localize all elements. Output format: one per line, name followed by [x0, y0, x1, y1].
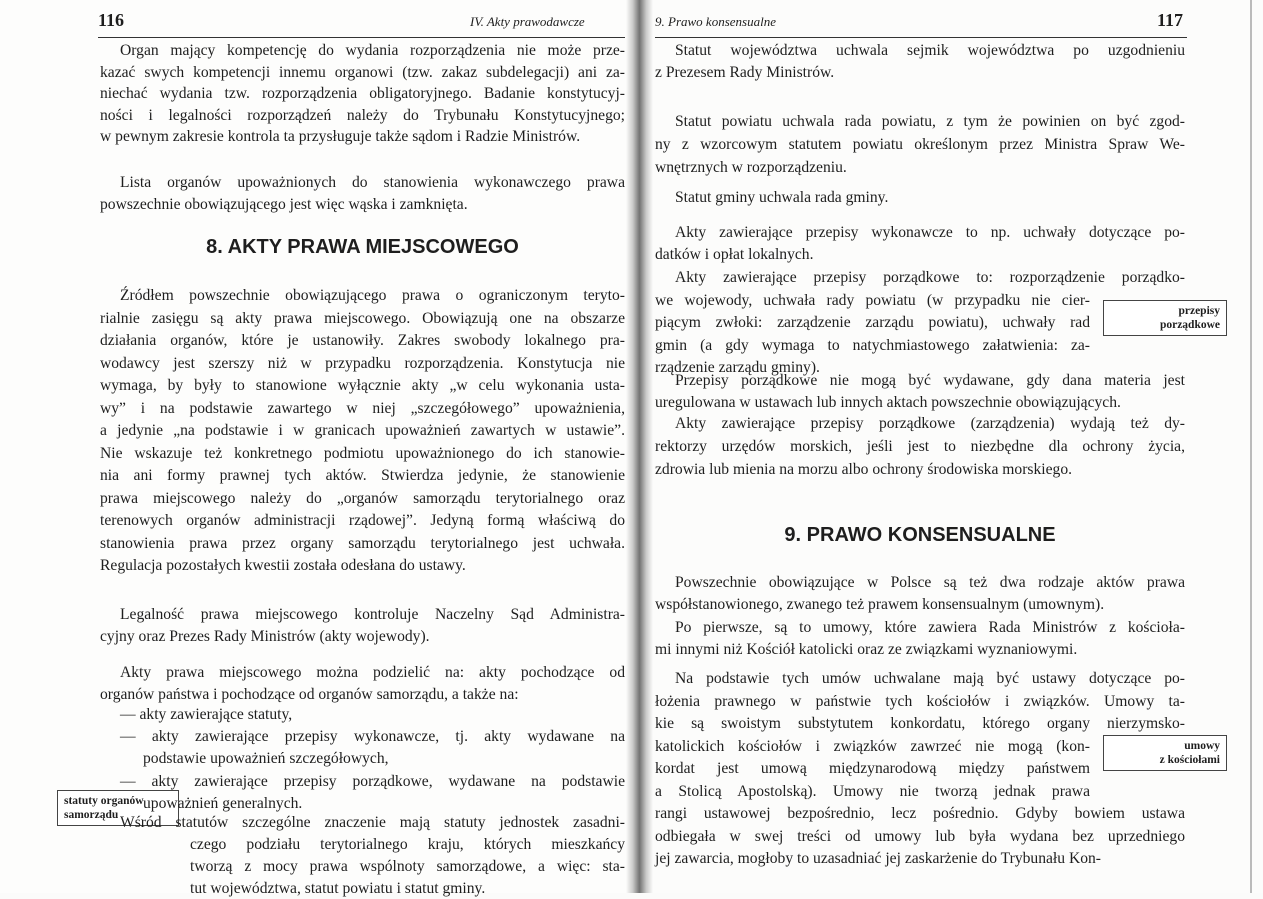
book-gutter-shadow: [626, 0, 653, 893]
text-line: rialnie zasięgu są akty prawa miejscowego. Obowiązują one na obszarze: [100, 309, 625, 327]
text-line: odbiegała w swej treści od umowy lub była wydana bez uprzedniego: [655, 827, 1185, 845]
text-line: zdrowia lub mienia na morzu albo ochrony środowiska morskiego.: [655, 461, 1073, 478]
running-head: 9. Prawo konsensualne: [655, 14, 776, 29]
margin-note-line: z kościołami: [1159, 754, 1220, 766]
text-line: mi innymi niż Kościół katolicki oraz ze związkami wyznaniowymi.: [655, 641, 1078, 658]
text-line: tut województwa, statut powiatu i statut gminy.: [190, 880, 486, 897]
text-line: piącym zwłoki: zarządzenie zarządu powiatu), uchwały rad: [655, 314, 1090, 331]
text-line: ny z wzorcowym statutem powiatu określonym przez Ministra Spraw We-: [655, 136, 1185, 153]
text-line: rektorzy urzędów morskich, jeśli jest to niezbędne dla ochrony życia,: [655, 438, 1185, 455]
text-line: Regulacja pozostałych kwestii została odesłana do ustawy.: [100, 557, 466, 574]
text-line: Akty zawierające przepisy porządkowe (zarządzenia) wydają też dy-: [675, 415, 1185, 432]
text-line: we wojewody, uchwała rady powiatu (w przypadku nie cier-: [655, 291, 1090, 309]
text-line: terenowych organów administracji rządowej”. Jedyną formą właściwą do: [100, 512, 625, 529]
text-line: Na podstawie tych umów uchwalane mają być ustawy dotyczące po-: [675, 670, 1185, 687]
margin-note: [1103, 735, 1227, 771]
margin-note-line: statuty organów: [64, 795, 144, 807]
text-line: powszechnie obowiązującego jest więc wąska i zamknięta.: [100, 196, 468, 213]
text-line: gmin (a gdy wymaga to natychmiastowego załatwienia: za-: [655, 336, 1090, 354]
text-line: Lista organów upoważnionych do stanowienia wykonawczego prawa: [120, 174, 625, 191]
text-line: rządzenie zarządu gminy).: [655, 359, 820, 376]
text-line: łożenia prawnego w państwie tych kościołów i związków. Umowy ta-: [655, 692, 1185, 710]
text-line: uregulowana w ustawach lub innych aktach powszechnie obowiązujących.: [655, 394, 1121, 411]
text-line: Wśród statutów szczególne znaczenie mają statuty jednostek zasadni-: [120, 814, 625, 831]
text-line: Legalność prawa miejscowego kontroluje Naczelny Sąd Administra-: [120, 606, 625, 623]
list-item-line: — akty zawierające statuty,: [120, 706, 293, 723]
text-line: działania organów, które je ustanowiły. Zakres swobody lokalnego pra-: [100, 332, 625, 349]
text-line: Akty prawa miejscowego można podzielić na: akty pochodzące od: [120, 664, 625, 681]
text-line: Akty zawierające przepisy wykonawcze to np. uchwały dotyczące po-: [675, 224, 1185, 241]
header-rule: [98, 37, 625, 38]
page-number: 117: [1157, 10, 1184, 30]
text-line: Akty zawierające przepisy porządkowe to: rozporządzenie porządko-: [675, 269, 1185, 286]
text-line: Statut powiatu uchwala rada powiatu, z tym że powinien on być zgod-: [675, 113, 1185, 130]
text-line: wnętrznych w rozporządzeniu.: [655, 159, 847, 176]
text-line: Statut gminy uchwala rada gminy.: [675, 189, 889, 206]
list-item-line: — akty zawierające przepisy porządkowe, wydawane na podstawie: [120, 772, 625, 790]
list-item-line: upoważnień generalnych.: [143, 794, 303, 812]
text-line: nia ani formy prawnej tych aktów. Stwierdza jedynie, że stanowienie: [100, 467, 625, 484]
margin-note-line: umowy: [1184, 740, 1220, 752]
text-line: w pewnym zakresie kontrola ta przysługuje także sądom i Radzie Ministrów.: [100, 128, 581, 145]
text-line: tworzą z mocy prawa wspólnoty samorządowe, a więc: sta-: [190, 858, 625, 875]
text-line: prawa miejscowego należy do „organów samorządu terytorialnego oraz: [100, 489, 625, 507]
text-line: katolickich kościołów i związków zawrzeć nie mogą (kon-: [655, 737, 1090, 755]
header-rule: [655, 37, 1187, 38]
text-line: wy” i na podstawie zawartego w niej „szczegółowego” upoważnienia,: [100, 399, 625, 417]
text-line: kie są swoistym substytutem konkordatu, którego organy nierzymsko-: [655, 715, 1185, 732]
list-item-line: — akty zawierające przepisy wykonawcze, tj. akty wydawane na: [120, 728, 625, 746]
text-line: współstanowionego, zwanego też prawem konsensualnym (umownym).: [655, 596, 1105, 613]
margin-note-line: samorządu: [64, 809, 119, 821]
text-line: Źródłem powszechnie obowiązującego prawa o ograniczonym teryto-: [120, 287, 625, 304]
text-line: organów państwa i pochodzące od organów samorządu, a także na:: [100, 686, 519, 703]
running-head: IV. Akty prawodawcze: [470, 14, 585, 29]
text-line: a jedynie „na podstawie i w granicach upoważnień zawartych w ustawie”.: [100, 422, 625, 439]
margin-note: [1103, 300, 1227, 336]
text-line: rangi ustawowej bezpośrednio, lecz pośrednio. Gdyby bowiem ustawa: [655, 805, 1185, 822]
text-line: a Stolicą Apostolską). Umowy nie tworzą jednak prawa: [655, 782, 1090, 800]
margin-note-line: przepisy: [1178, 305, 1220, 317]
text-line: Nie wskazuje też konkretnego podmiotu upoważnionego do ich stanowie-: [100, 444, 625, 462]
text-line: stanowienia prawa przez organy samorządu terytorialnego jest uchwała.: [100, 534, 625, 552]
text-line: czego podziału terytorialnego kraju, których mieszkańcy: [190, 836, 625, 853]
text-line: datków i opłat lokalnych.: [655, 246, 814, 263]
page-number: 116: [98, 10, 125, 30]
text-line: ności i legalności rozporządzeń należy do Trybunału Konstytucyjnego;: [100, 106, 625, 124]
section-heading: 8. AKTY PRAWA MIEJSCOWEGO: [206, 236, 519, 258]
text-line: Po pierwsze, są to umowy, które zawiera Rada Ministrów z kościoła-: [675, 619, 1185, 636]
text-line: wodawcy jest szerszy niż w przypadku rozporządzenia. Konstytucja nie: [100, 354, 625, 372]
margin-note-line: porządkowe: [1159, 319, 1220, 331]
text-line: z Prezesem Rady Ministrów.: [655, 64, 835, 81]
text-line: cyjny oraz Prezes Rady Ministrów (akty wojewody).: [100, 628, 430, 645]
text-line: niechać wydania tzw. rozporządzenia obligatoryjnego. Badanie konstytucyj-: [100, 85, 625, 102]
text-line: kazać swych kompetencji innemu organowi (tzw. zakaz subdelegacji) ani za-: [100, 63, 625, 81]
list-item-line: podstawie upoważnień szczegółowych,: [143, 750, 389, 768]
text-line: Przepisy porządkowe nie mogą być wydawane, gdy dana materia jest: [675, 372, 1185, 389]
right-page: [640, 0, 1263, 893]
text-line: Organ mający kompetencję do wydania rozporządzenia nie może prze-: [120, 42, 625, 59]
text-line: Powszechnie obowiązujące w Polsce są też dwa rodzaje aktów prawa: [675, 574, 1185, 591]
text-line: jej zawarcia, mogłoby to uzasadniać jej zaskarżenie do Trybunału Kon-: [655, 850, 1102, 867]
section-heading: 9. PRAWO KONSENSUALNE: [784, 524, 1056, 546]
page-edge: [1250, 0, 1252, 893]
text-line: wymaga, by były to stanowione wyłącznie akty „w celu wykonania usta-: [100, 377, 625, 394]
text-line: kordat jest umową międzynarodową między państwem: [655, 760, 1090, 777]
text-line: Statut województwa uchwala sejmik województwa po uzgodnieniu: [675, 42, 1185, 59]
